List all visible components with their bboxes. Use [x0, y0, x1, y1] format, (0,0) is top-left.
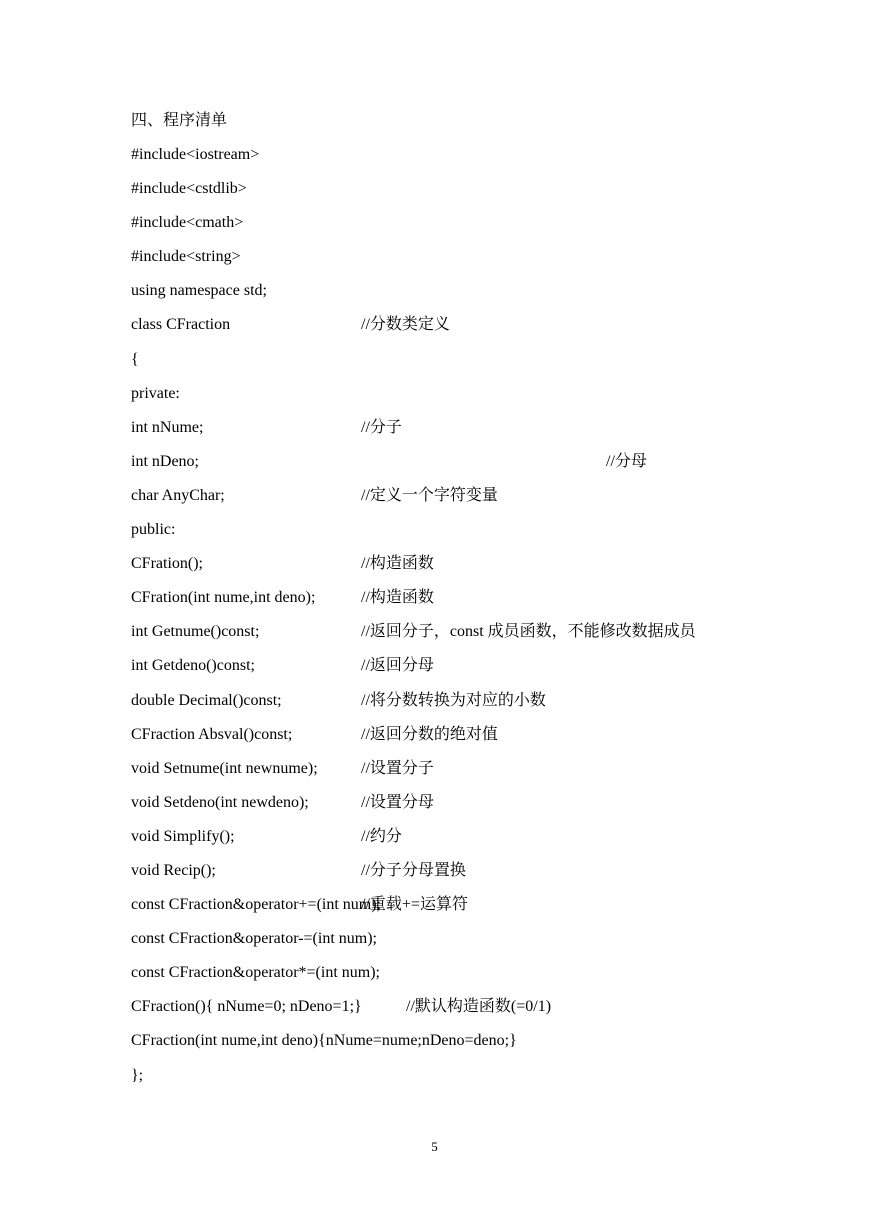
code-comment: //返回分子，const 成员函数，不能修改数据成员	[361, 623, 696, 641]
code-text: const CFraction&operator+=(int num);	[131, 896, 381, 914]
code-comment: //构造函数	[361, 555, 434, 573]
code-text: CFraction(){ nNume=0; nDeno=1;}	[131, 998, 362, 1016]
code-text: };	[131, 1066, 144, 1084]
code-text: #include<cmath>	[131, 214, 244, 232]
code-text: double Decimal()const;	[131, 691, 282, 709]
code-comment: //分子分母置换	[361, 861, 466, 879]
code-text: class CFraction	[131, 316, 231, 334]
code-text: private:	[131, 384, 180, 402]
code-text: int nNume;	[131, 418, 204, 436]
code-text: #include<string>	[131, 248, 241, 266]
code-comment: //分数类定义	[361, 316, 450, 334]
code-text: CFration();	[131, 555, 203, 573]
code-text: char AnyChar;	[131, 486, 225, 504]
code-text: void Setdeno(int newdeno);	[131, 793, 309, 811]
code-text: const CFraction&operator*=(int num);	[131, 964, 380, 982]
code-comment: //约分	[361, 827, 402, 845]
code-comment: //设置分子	[361, 759, 434, 777]
code-text: #include<iostream>	[131, 146, 260, 163]
code-comment: //构造函数	[361, 589, 434, 607]
code-comment: //分母	[606, 452, 647, 470]
code-text: int nDeno;	[131, 452, 199, 470]
section-heading: 四、程序清单	[131, 112, 228, 129]
page-number: 5	[431, 1139, 438, 1154]
code-text: #include<cstdlib>	[131, 180, 247, 198]
code-comment: //分子	[361, 418, 402, 436]
code-text: const CFraction&operator-=(int num);	[131, 930, 377, 948]
code-comment: //定义一个字符变量	[361, 486, 498, 504]
code-comment: //返回分数的绝对值	[361, 725, 498, 743]
code-comment: //返回分母	[361, 657, 434, 675]
code-text: void Recip();	[131, 861, 216, 879]
code-comment: //默认构造函数(=0/1)	[406, 998, 552, 1016]
code-comment: //设置分母	[361, 793, 434, 811]
code-text: CFraction Absval()const;	[131, 725, 293, 743]
code-comment: //重载+=运算符	[361, 896, 468, 914]
code-text: {	[131, 350, 139, 368]
code-text: using namespace std;	[131, 282, 267, 300]
code-text: void Simplify();	[131, 827, 235, 845]
code-text: public:	[131, 521, 176, 539]
code-text: int Getnume()const;	[131, 623, 260, 641]
code-text: int Getdeno()const;	[131, 657, 255, 675]
code-comment: //将分数转换为对应的小数	[361, 691, 546, 709]
code-text: CFration(int nume,int deno);	[131, 589, 316, 607]
code-text: void Setnume(int newnume);	[131, 759, 318, 777]
code-text: CFraction(int nume,int deno){nNume=nume;nDeno=deno;}	[131, 1032, 517, 1050]
